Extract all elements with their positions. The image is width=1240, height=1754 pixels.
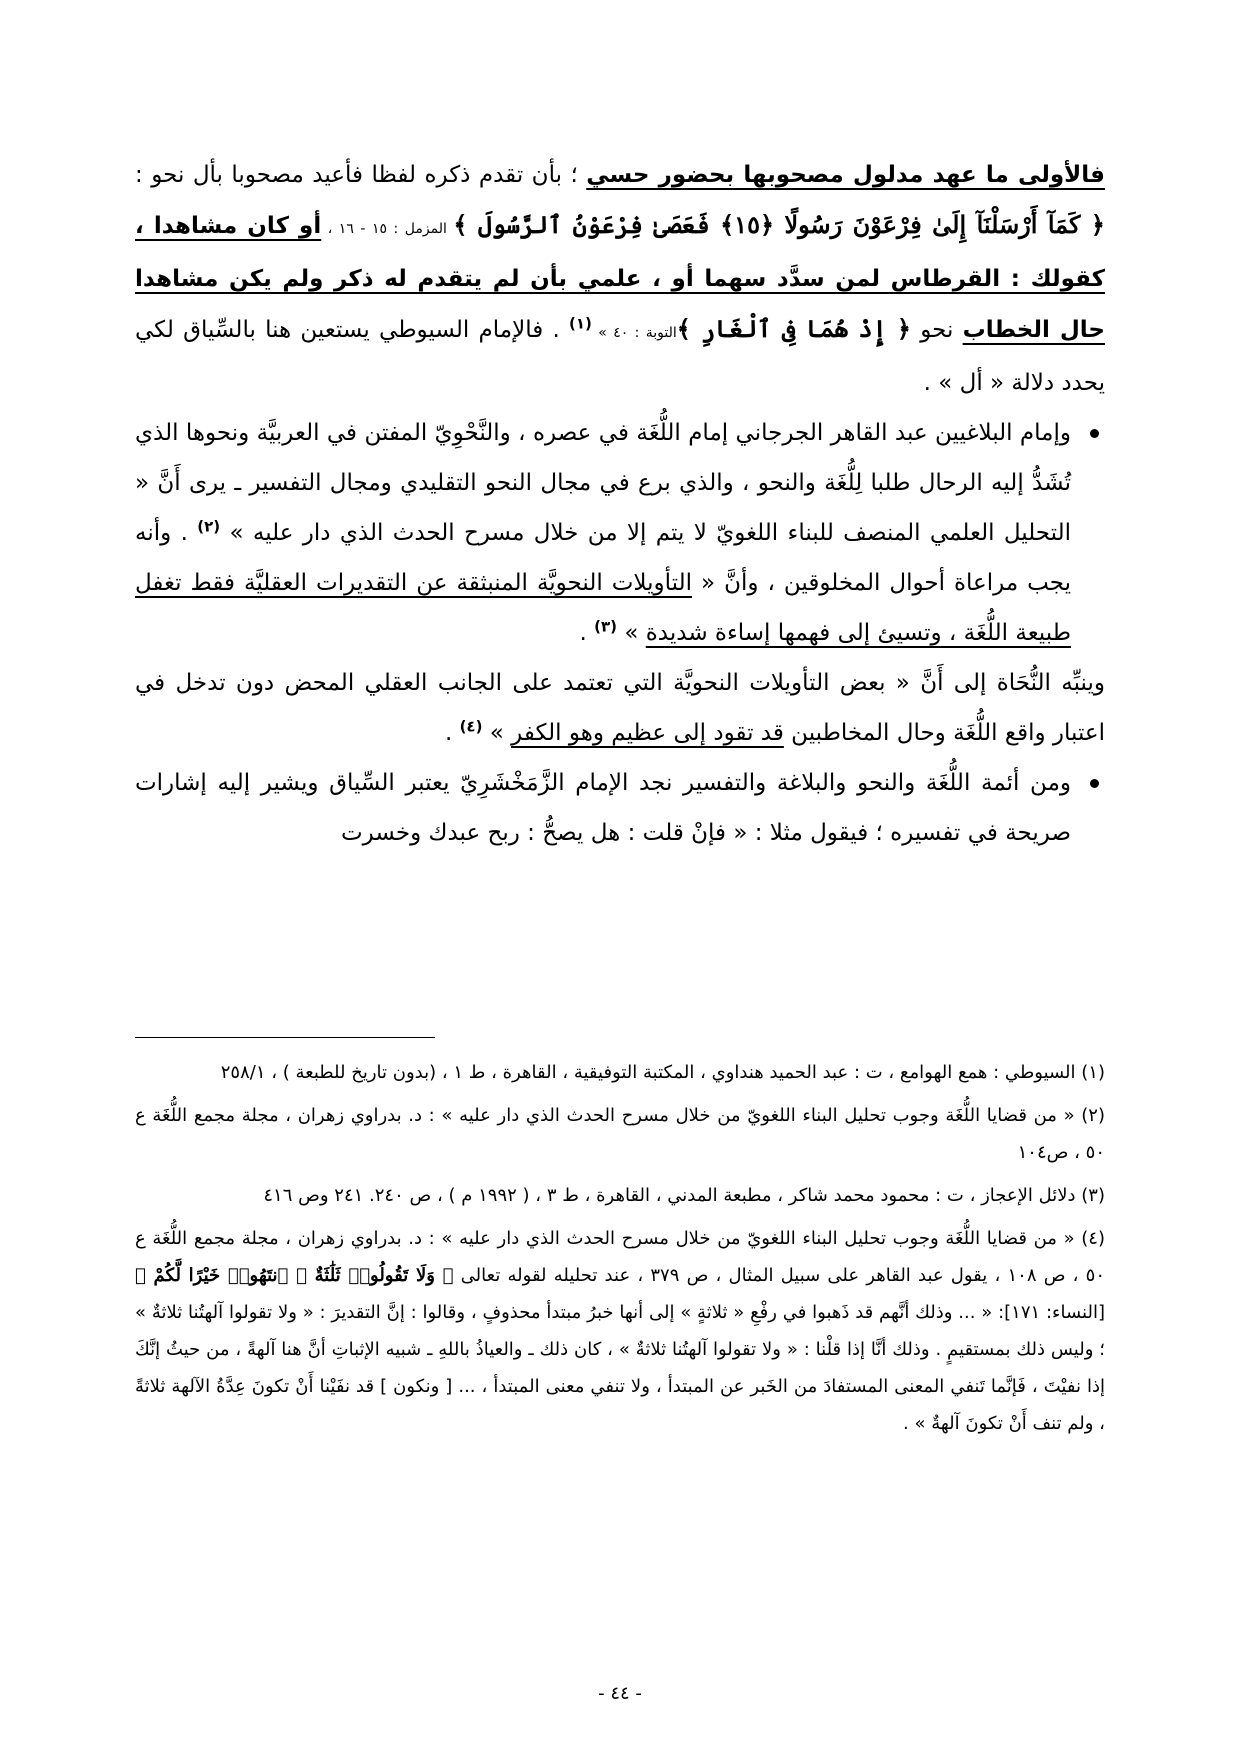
quran-verse: ﴿ إِذْ هُمَا فِى ٱلْغَارِ ﴾	[676, 314, 911, 343]
footnote-marker: (٣)	[594, 617, 618, 636]
main-text	[135, 150, 1105, 858]
footnote-1: (١) السيوطي : همع الهوامع ، ت : عبد الحميد هنداوي ، المكتبة التوفيقية ، القاهرة ، ط ١ ، (بدون تاريخ للطبعة ) ، ٢٥٨/١	[220, 1062, 1105, 1083]
footnote-3: (٣) دلائل الإعجاز ، ت : محمود محمد شاكر ، مطبعة المدني ، القاهرة ، ط ٣ ، ( ١٩٩٢ م ) ، ص ٢٤٠. ٢٤١ وص ٤١٦	[263, 1185, 1105, 1206]
bullet-item-jurjani: وإمام البلاغيين عبد القاهر الجرجاني إمام اللُّغَة في عصره ، والنَّحْوِيّ المفتن في العربيَّة ونحوها الذي تُشَدُّ إليه الرحال طلبا لِلُّغَة والنحو ، والذي برع في مجال النحو التقليدي ومجال التفسير ـ يرى أَنَّ « التحليل العلمي المنصف للبناء اللغويّ لا يتم إلا من خلال مسرح الحدث الذي دار عليه » $^{(٢)}$ . وأنه يجب مراعاة أحوال المخلوقين ، وأنَّ « التأويلات النحويَّة المنبثقة عن التقديرات العقليَّة فقط تغفل طبيعة اللُّغَة ، وتسيئ إلى فهمها إساءة شديدة » $^{(٣)}$ .	[135, 408, 1105, 658]
underlined-phrase: قد تقود إلى عظيم وهو الكفر	[511, 720, 784, 746]
footnote-separator	[135, 1037, 435, 1038]
bullet-item-zamakhshari: ومن أئمة اللُّغَة والنحو والبلاغة والتفسير نجد الإمام الزَّمَخْشَرِيّ يعتبر السِّياق ويشير إليه إشارات صريحة في تفسيره ؛ فيقول مثلا : « فإنْ قلت : هل يصحُّ : ربح عبدك وخسرت	[135, 758, 1105, 858]
footnote-marker: (٤)	[459, 717, 483, 736]
underlined-phrase: فالأولى ما عهد مدلول مصحوبها بحضور حسي	[586, 162, 1105, 188]
paragraph-al-definite: فالأولى ما عهد مدلول مصحوبها بحضور حسي ؛ بأن تقدم ذكره لفظا فأعيد مصحوبا بأل نحو : ﴿ كَمَآ أَرْسَلْنَآ إِلَىٰ فِرْعَوْنَ رَسُولًا ﴿١٥﴾ فَعَصَىٰ فِرْعَوْنُ ٱلرَّسُولَ ﴾ المزمل : ١٥ - ١٦ ، أو كان مشاهدا ، كقولك : القرطاس لمن سدَّد سهما أو ، علمي بأن لم يتقدم له ذكر ولم يكن مشاهدا حال الخطاب نحو ﴿ إِذْ هُمَا فِى ٱلْغَارِ ﴾التوبة : ٤٠ » $^{(١)}$ . فالإمام السيوطي يستعين هنا بالسِّياق لكي يحدد دلالة « أل » .	[135, 162, 1105, 396]
bullet-icon	[1090, 779, 1099, 788]
footnote-marker: (٢)	[197, 517, 221, 536]
bullet-icon	[1090, 429, 1099, 438]
footnotes	[135, 1054, 1105, 1448]
footnote-4: (٤) « من قضايا اللُّغَة وجوب تحليل البناء اللغويّ من خلال مسرح الحدث الذي دار عليه » : د. بدراوي زهران ، مجلة مجمع اللُّغَة ع ٥٠ ، ص ١٠٨ ، يقول عبد القاهر على سبيل المثال ، ص ٣٧٩ ، عند تحليله لقوله تعالى ﴿ وَلَا تَقُولُوا۟ ثَلَٰثَةٌ ۚ ٱنتَهُوا۟ خَيْرًا لَّكُمْ ﴾ [النساء: ١٧١]: « ... وذلك أنَّهم قد ذَهبوا في رفْعِ « ثلاثةٍ » إلى أنها خبرُ مبتدأ محذوفٍ ، وقالوا : إنَّ التقديرَ : « ولا تقولوا آلهتُنا ثلاثةٌ » ؛ وليس ذلك بمستقيمٍ . وذلك أنَّا إذا قلْنا : « ولا تقولوا آلهتُنا ثلاثةٌ » ، كان ذلك ـ والعياذُ باللهِ ـ شبيه الإثباتِ أنَّ هنا آلهةً ، من حيثُ إنَّكَ إذا نفيْتَ ، فَإنَّما تَنفي المعنى المستفادَ من الخَبر عن المبتدأ ، ولا تنفي معنى المبتدأ ، ... [ ونكون ] قد نفَيْنا أَنْ تكونَ عِدَّةُ الآلهة ثلاثةً ، ولم تنف أَنْ تكونَ آلهةٌ » .	[135, 1228, 1106, 1434]
underlined-phrase: أو كان مشاهدا ، كقولك : القرطاس لمن سدَّد سهما أو ، علمي بأن لم يتقدم له ذكر ولم يكن مشاهدا حال الخطاب	[135, 213, 1105, 343]
verse-reference: التوبة : ٤٠ »	[591, 325, 677, 341]
footnote-marker: (١)	[569, 314, 592, 333]
quran-verse: ﴿ كَمَآ أَرْسَلْنَآ إِلَىٰ فِرْعَوْنَ رَسُولًا ﴿١٥﴾ فَعَصَىٰ فِرْعَوْنُ ٱلرَّسُولَ ﴾	[453, 210, 1105, 239]
verse-reference: المزمل : ١٥ - ١٦ ،	[321, 221, 454, 237]
footnote-2: (٢) « من قضايا اللُّغَة وجوب تحليل البناء اللغويّ من خلال مسرح الحدث الذي دار عليه » : د. بدراوي زهران ، مجلة مجمع اللُّغَة ع ٥٠ ، ص١٠٤	[135, 1105, 1105, 1163]
underlined-phrase: التأويلات النحويَّة المنبثقة عن التقديرات العقليَّة فقط تغفل طبيعة اللُّغَة ، وتسيئ إلى فهمها إساءة شديدة	[135, 570, 1071, 646]
page-number: - ٤٤ -	[598, 1683, 642, 1704]
paragraph-nuhat: وينبِّه النُّحَاة إلى أَنَّ « بعض التأويلات النحويَّة التي تعتمد على الجانب العقلي المحض دون تدخل في اعتبار واقع اللُّغَة وحال المخاطبين قد تقود إلى عظيم وهو الكفر » $^{(٤)}$ .	[135, 670, 1105, 746]
quran-verse: ﴿ وَلَا تَقُولُوا۟ ثَلَٰثَةٌ ۚ ٱنتَهُوا۟ خَيْرًا لَّكُمْ ﴾	[135, 1265, 454, 1286]
